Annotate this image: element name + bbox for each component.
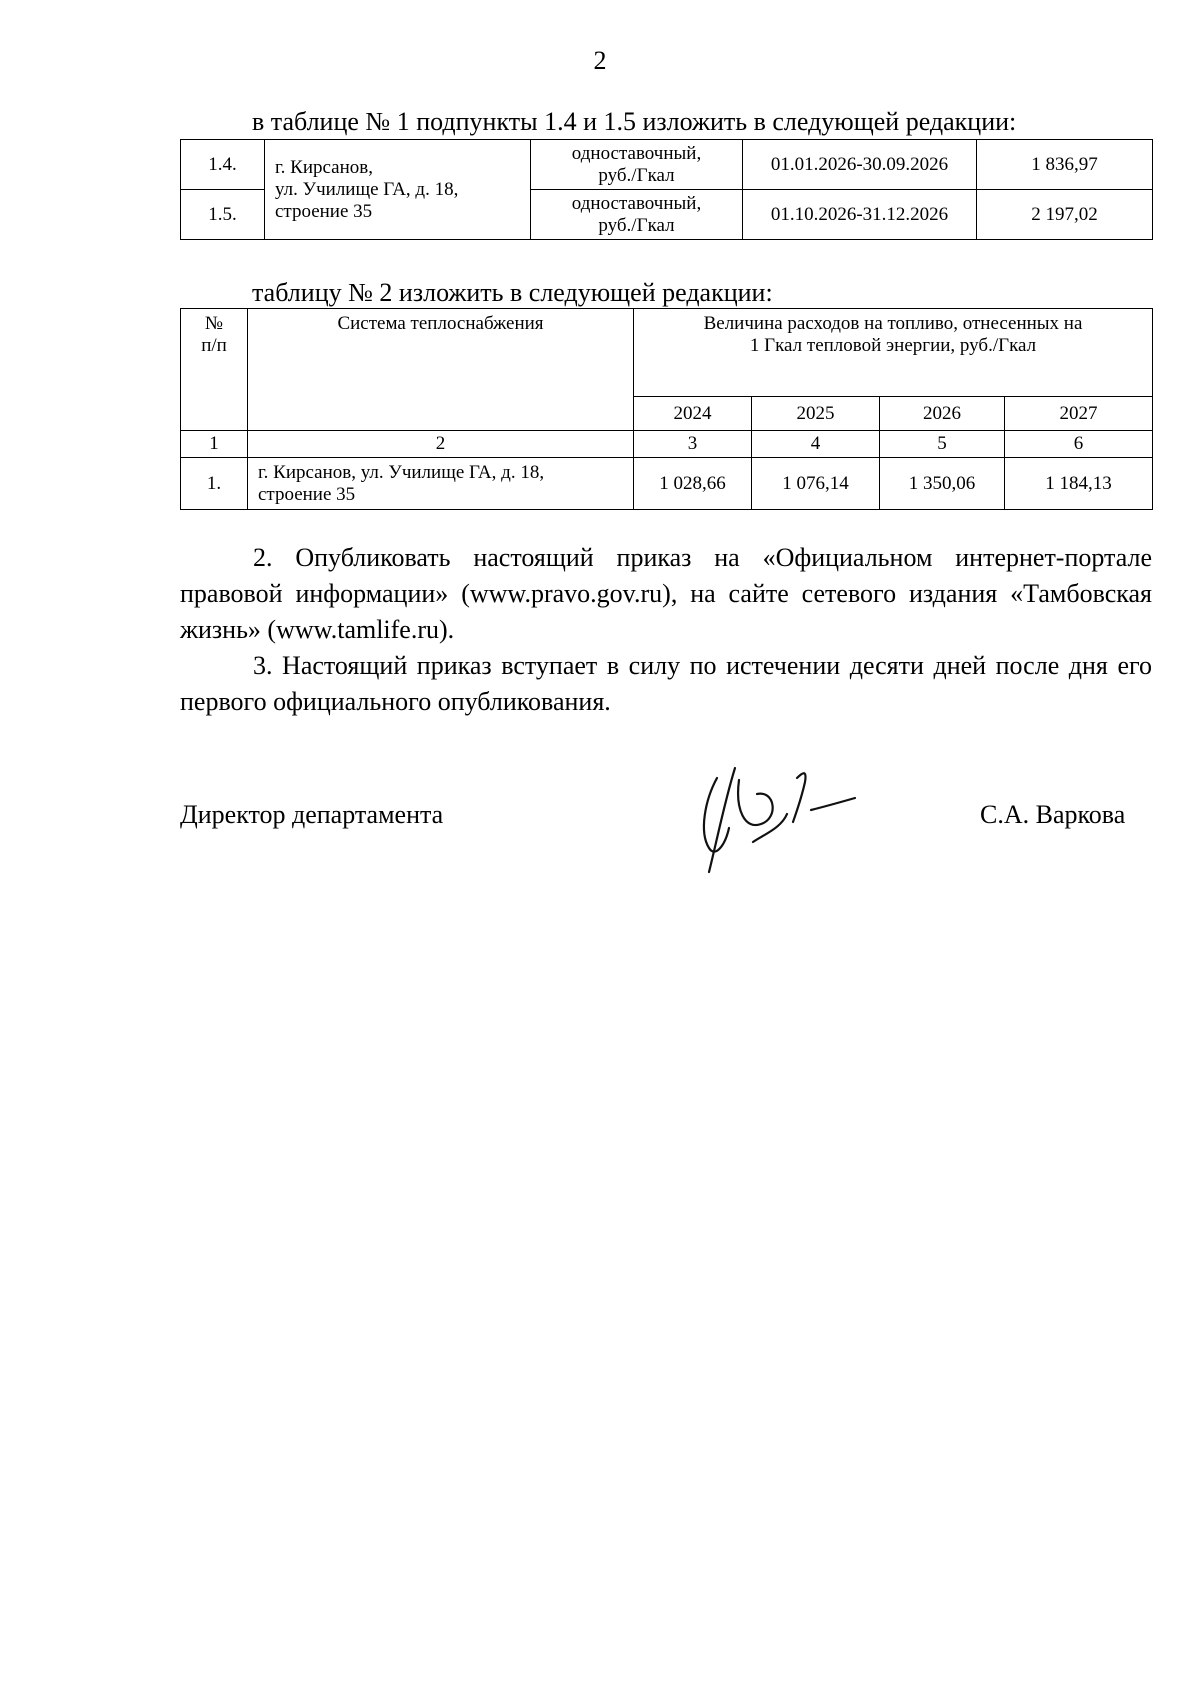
- header-system: Система теплоснабжения: [248, 309, 634, 431]
- tariff-type: одноставочный, руб./Гкал: [531, 190, 743, 240]
- tariff-value: 2 197,02: [977, 190, 1153, 240]
- row-number: 1.4.: [181, 140, 265, 190]
- paragraph-publish-text: 2. Опубликовать настоящий приказ на «Официальном интернет-портале правовой информации» (www.pravo.gov.ru), на сайте сетевого издания «Тамбовская жизнь» (www.tamlife.ru).: [180, 543, 1152, 644]
- tariff-value: 1 836,97: [977, 140, 1153, 190]
- paragraph-publish: [180, 540, 1152, 648]
- paragraph-effective: [180, 648, 1152, 720]
- table2-intro: таблицу № 2 изложить в следующей редакции:: [252, 278, 773, 307]
- fuel-cost-value: 1 028,66: [634, 458, 752, 510]
- column-number: 2: [248, 431, 634, 458]
- header-year: 2027: [1005, 397, 1153, 431]
- period: 01.01.2026-30.09.2026: [743, 140, 977, 190]
- column-number: 3: [634, 431, 752, 458]
- page-number: 2: [593, 46, 607, 75]
- period: 01.10.2026-31.12.2026: [743, 190, 977, 240]
- column-number: 4: [752, 431, 880, 458]
- column-number: 5: [880, 431, 1005, 458]
- header-year: 2026: [880, 397, 1005, 431]
- header-year: 2024: [634, 397, 752, 431]
- signatory-role: Директор департамента: [180, 800, 444, 829]
- fuel-cost-value: 1 184,13: [1005, 458, 1153, 510]
- fuel-cost-value: 1 350,06: [880, 458, 1005, 510]
- row-number: 1.: [181, 458, 248, 510]
- header-fuel-costs: Величина расходов на топливо, отнесенных на 1 Гкал тепловой энергии, руб./Гкал: [634, 309, 1153, 397]
- table1-intro: в таблице № 1 подпункты 1.4 и 1.5 изложить в следующей редакции:: [252, 107, 1017, 136]
- header-year: 2025: [752, 397, 880, 431]
- header-number: № п/п: [181, 309, 248, 431]
- system-name: г. Кирсанов, ул. Училище ГА, д. 18, строение 35: [248, 458, 634, 510]
- column-number: 6: [1005, 431, 1153, 458]
- signatory-name: С.А. Варкова: [980, 800, 1126, 829]
- address-cell: г. Кирсанов, ул. Училище ГА, д. 18, строение 35: [265, 140, 531, 240]
- fuel-cost-value: 1 076,14: [752, 458, 880, 510]
- table2: [180, 308, 1153, 510]
- table1: [180, 139, 1153, 240]
- handwritten-signature: [695, 760, 865, 880]
- paragraph-effective-text: 3. Настоящий приказ вступает в силу по истечении десяти дней после дня его первого официального опубликования.: [180, 651, 1152, 716]
- column-number: 1: [181, 431, 248, 458]
- tariff-type: одноставочный, руб./Гкал: [531, 140, 743, 190]
- table1-row: [181, 140, 1153, 190]
- row-number: 1.5.: [181, 190, 265, 240]
- table2-row: [181, 458, 1153, 510]
